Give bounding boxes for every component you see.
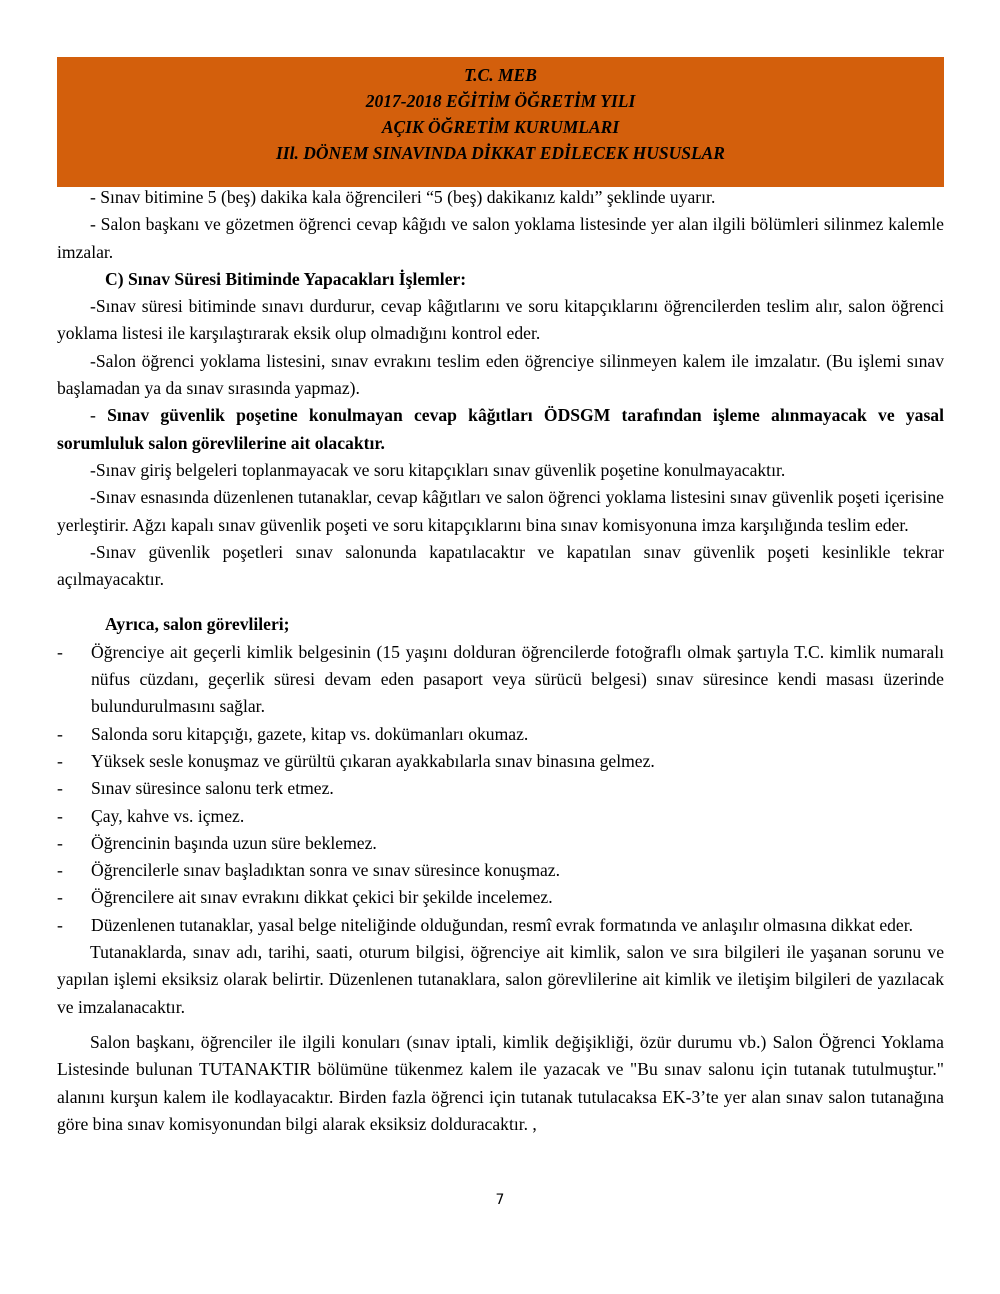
- header-line-institution: AÇIK ÖĞRETİM KURUMLARI: [381, 117, 620, 137]
- section-c-paragraph-4: -Sınav giriş belgeleri toplanmayacak ve soru kitapçıkları sınav güvenlik poşetine konulmayacaktır.: [90, 459, 786, 480]
- list-item-text: Sınav süresince salonu terk etmez.: [91, 778, 334, 799]
- list-item-text: Öğrenciye ait geçerli kimlik belgesinin (15 yaşını dolduran öğrencilerde fotoğraflı olmak şartıyla T.C. kimlik numaralı nüfus cüzdanı, geçerlik süresi devam eden pasaport veya sürücü belgesi) sınav süresince kendi masası üzerinde bulundurulmasını sağlar.: [91, 641, 944, 717]
- bullet-dash: -: [57, 750, 63, 771]
- bullet-dash: -: [57, 805, 63, 826]
- section-c-paragraph-3-bold: Sınav güvenlik poşetine konulmayan cevap kâğıtları ÖDSGM tarafından işleme alınmayacak ve yasal sorumluluk salon görevlilerine ait olacaktır.: [57, 405, 944, 453]
- duties-list: [57, 639, 944, 939]
- list-item: [57, 803, 944, 830]
- bullet-dash: -: [57, 778, 63, 799]
- section-c-paragraph-1: -Sınav süresi bitiminde sınavı durdurur, cevap kâğıtlarını ve soru kitapçıklarını öğrencilerden teslim alır, salon öğrenci yoklama listesi ile karşılaştırarak eksik olup olmadığını kontrol eder.: [57, 296, 944, 344]
- header-line-academic-year: 2017-2018 EĞİTİM ÖĞRETİM YILI: [365, 91, 636, 111]
- list-item: [57, 857, 944, 884]
- list-item: [57, 830, 944, 857]
- list-item-text: Öğrencinin başında uzun süre beklemez.: [91, 832, 377, 853]
- list-item-text: Öğrencilerle sınav başladıktan sonra ve sınav süresince konuşmaz.: [91, 860, 561, 881]
- list-item: [57, 912, 944, 939]
- bullet-dash: -: [57, 832, 63, 853]
- bullet-dash: -: [57, 860, 63, 881]
- spacer: [57, 593, 944, 611]
- page-number: 7: [495, 1192, 505, 1208]
- list-item-text: Düzenlenen tutanaklar, yasal belge niteliğinde olduğundan, resmî evrak formatında ve anlaşılır olmasına dikkat eder.: [91, 914, 914, 935]
- bullet-dash: -: [57, 914, 63, 935]
- header-line-ministry: T.C. MEB: [464, 65, 537, 85]
- list-item: [57, 721, 944, 748]
- bullet-dash: -: [57, 723, 63, 744]
- section-c-paragraph-2: -Salon öğrenci yoklama listesini, sınav evrakını teslim eden öğrenciye silinmeyen kalem ile imzalatır. (Bu işlemi sınav başlamadan ya da sınav sırasında yapmaz).: [57, 350, 944, 399]
- section-c-paragraph-6: -Sınav güvenlik poşetleri sınav salonunda kapatılacaktır ve kapatılan sınav güvenlik poşeti kesinlikle tekrar açılmayacaktır.: [57, 541, 944, 590]
- document-header-band: [57, 57, 944, 187]
- list-item: [57, 748, 944, 775]
- list-item: [57, 884, 944, 911]
- bullet-dash: -: [57, 641, 63, 662]
- list-item-text: Salonda soru kitapçığı, gazete, kitap vs. dokümanları okumaz.: [91, 723, 529, 744]
- paragraph-signatures: - Salon başkanı ve gözetmen öğrenci cevap kâğıdı ve salon yoklama listesinde yer alan ilgili bölümleri silinmez kalemle imzalar.: [57, 214, 944, 262]
- section-c-paragraph-3: [57, 402, 944, 457]
- section-c-paragraph-3-prefix: -: [90, 405, 108, 426]
- list-item: [57, 775, 944, 802]
- paragraph-time-warning: - Sınav bitimine 5 (beş) dakika kala öğrencileri “5 (beş) dakikanız kaldı” şeklinde uyarır.: [90, 187, 716, 207]
- list-item-text: Öğrencilere ait sınav evrakını dikkat çekici bir şekilde incelemez.: [91, 887, 553, 908]
- closing-paragraph-1: Tutanaklarda, sınav adı, tarihi, saati, oturum bilgisi, öğrenciye ait kimlik, salon ve sıra bilgileri ile yaşanan sorunu ve yapılan işlemi eksiksiz olarak belirtir. Düzenlenen tutanaklara, salon görevlilerine ait kimlik ve iletişim bilgileri de yazılacak ve imzalanacaktır.: [57, 942, 944, 1017]
- document-body: [57, 184, 944, 1138]
- section-c-heading: C) Sınav Süresi Bitiminde Yapacakları İşlemler:: [105, 268, 467, 289]
- also-section-heading: Ayrıca, salon görevlileri;: [105, 614, 290, 635]
- list-item-text: Yüksek sesle konuşmaz ve gürültü çıkaran ayakkabılarla sınav binasına gelmez.: [91, 750, 655, 771]
- spacer: [57, 1021, 944, 1029]
- bullet-dash: -: [57, 887, 63, 908]
- list-item: [57, 639, 944, 721]
- closing-paragraph-2: Salon başkanı, öğrenciler ile ilgili konuları (sınav iptali, kimlik değişikliği, özür durumu vb.) Salon Öğrenci Yoklama Listesinde bulunan TUTANAKTIR bölümüne tükenmez kalem ile yazacak ve "Bu sınav salonu için tutanak tutulmuştur." alanını kurşun kalem ile kodlayacaktır. Birden fazla öğrenci için tutanak tutulacaksa EK-3’te yer alan sınav salon tutanağına göre bina sınav komisyonundan bilgi alarak eksiksiz dolduracaktır. ,: [57, 1031, 944, 1134]
- section-c-paragraph-5: -Sınav esnasında düzenlenen tutanaklar, cevap kâğıtları ve salon öğrenci yoklama listesini sınav güvenlik poşeti içerisine yerleştirir. Ağzı kapalı sınav güvenlik poşeti ve soru kitapçıklarını bina sınav komisyonuna imza karşılığında teslim eder.: [57, 487, 944, 535]
- header-line-title: IIl. DÖNEM SINAVINDA DİKKAT EDİLECEK HUSUSLAR: [276, 143, 725, 163]
- list-item-text: Çay, kahve vs. içmez.: [91, 805, 245, 826]
